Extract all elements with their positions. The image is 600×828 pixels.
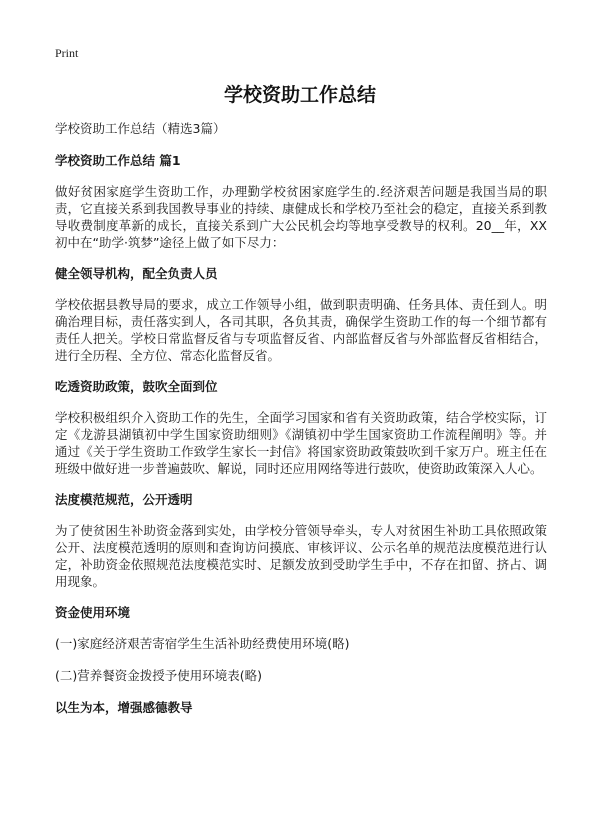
funds-item-nutrition: (二)营养餐资金拨授予使用环境表(略): [55, 668, 263, 683]
section-heading-leadership: 健全领导机构，配全负责人员: [55, 266, 218, 281]
article-heading: 学校资助工作总结 篇1: [55, 153, 181, 168]
last-section-heading: 以生为本，增强感德教导: [55, 700, 193, 715]
article-body: [55, 120, 547, 730]
funds-heading: 资金使用环境: [55, 605, 131, 620]
section-paragraph-leadership: 学校依据县教导局的要求，成立工作领导小组，做到职责明确、任务具体、责任到人。明确治理目标，责任落实到人，各司其职，各负其责，确保学生资助工作的每一个细节都有责任人把关。学校日常监督反省与专项监督反省、内部监督反省与外部监督反省相结合，进行全历程、全方位、常态化监督反省。: [55, 297, 547, 363]
section-heading-procedure: 法度模范规范，公开透明: [55, 492, 193, 507]
intro-paragraph: 做好贫困家庭学生资助工作，办理勤学校贫困家庭学生的.经济艰苦问题是我国当局的职责，它直接关系到我国教导事业的持续、康健成长和学校乃至社会的稳定，直接关系到教导收费制度革新的成长，直接关系到广大公民机会均等地享受教导的权利。20__年，XX初中在“助学·筑梦”途径上做了如下尽力：: [55, 184, 547, 250]
page-title: 学校资助工作总结: [223, 84, 376, 106]
funds-item-boarding: (一)家庭经济艰苦寄宿学生生活补助经费使用环境(略): [55, 636, 350, 651]
section-paragraph-policy: 学校积极组织介入资助工作的先生，全面学习国家和省有关资助政策，结合学校实际，订定《龙游县湖镇初中学生国家资助细则》《湖镇初中学生国家资助工作流程阐明》等。并通过《关于学生资助工作致学生家长一封信》将国家资助政策鼓吹到千家万户。班主任在班级中做好进一步普遍鼓吹、解说，同时还应用网络等进行鼓吹，使资助政策深入人心。: [55, 410, 547, 476]
print-link[interactable]: Print: [55, 46, 79, 60]
section-paragraph-procedure: 为了使贫困生补助资金落到实处，由学校分管领导牵头，专人对贫困生补助工具依照政策公开、法度模范透明的原则和查询访问摸底、审核评议、公示名单的规范法度模范进行认定，补助资金依照规范法度模范实时、足额发放到受助学生手中，不存在扣留、挤占、调用现象。: [55, 523, 547, 589]
subtitle: 学校资助工作总结（精选3篇）: [55, 121, 226, 136]
section-heading-policy: 吃透资助政策，鼓吹全面到位: [55, 379, 218, 394]
